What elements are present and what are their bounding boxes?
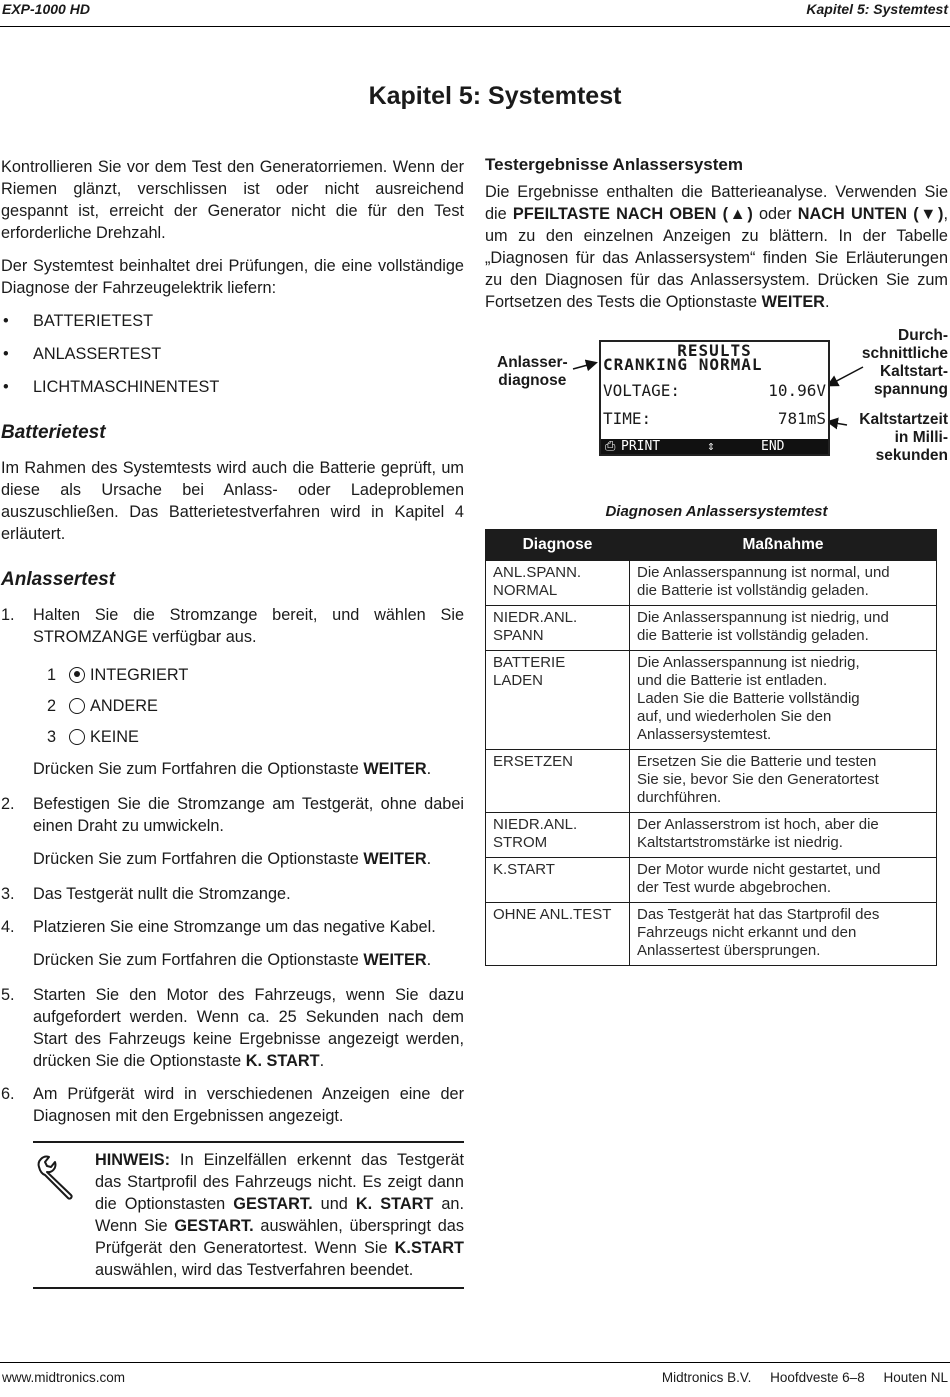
step-2 xyxy=(1,793,464,837)
diagnosis-cell: ERSETZEN xyxy=(486,750,630,813)
intro-paragraph-2: Der Systemtest beinhaltet drei Prüfungen, die eine vollständige Diagnose der Fahrzeugelektrik liefern: xyxy=(1,257,464,297)
weiter-key: WEITER xyxy=(363,951,427,969)
table-row xyxy=(486,606,937,651)
arrow-down-key: NACH UNTEN (▼) xyxy=(797,205,944,223)
arrow-up-key: PFEILTASTE NACH OBEN (▲) xyxy=(512,205,753,223)
page-footer xyxy=(0,1362,950,1385)
action-cell: Das Testgerät hat das Startprofil des Fahrzeugs nicht erkannt und den Anlassertest übersprungen. xyxy=(630,903,937,966)
battery-test-text: Im Rahmen des Systemtests wird auch die Batterie geprüft, um diese als Ursache bei Anlass- oder Ladeproblemen auszuschließen. Das Batterietestverfahren wird in Kapitel 4 erläutert. xyxy=(1,459,464,543)
step-number: 2. xyxy=(1,795,15,813)
list-item: • BATTERIETEST xyxy=(1,310,464,332)
option-andere[interactable] xyxy=(1,690,464,721)
lcd-voltage-label: VOLTAGE: xyxy=(603,381,681,400)
results-paragraph: Die Ergebnisse enthalten die Batterieanalyse. Verwenden Sie die PFEILTASTE NACH OBEN (▲) oder NACH UNTEN (▼), um zu den einzelnen Anzeigen zu blättern. In der Tabelle „Diagnosen für das Anlassersystem“ finden Sie Erläuterungen zu den Diagnosen für das Anlassersystem. Drücken Sie zum Fortsetzen des Tests die Optionstaste WEITER. xyxy=(485,183,948,311)
step-text: Halten Sie die Stromzange bereit, und wählen Sie STROMZANGE verfügbar aus. xyxy=(33,606,464,646)
option-number: 2 xyxy=(47,696,57,715)
right-column xyxy=(485,154,948,966)
step-number: 4. xyxy=(1,918,15,936)
table-header-diagnosis: Diagnose xyxy=(486,530,630,561)
table-row xyxy=(486,903,937,966)
radio-empty-icon xyxy=(69,729,85,745)
lcd-end-softkey[interactable]: END xyxy=(761,439,785,454)
footer-website: www.midtronics.com xyxy=(2,1370,126,1385)
step-3 xyxy=(1,883,464,905)
diagnosis-cell: K.START xyxy=(486,858,630,903)
table-caption: Diagnosen Anlassersystemtest xyxy=(605,503,828,520)
print-icon: ⎙ xyxy=(605,439,616,454)
table-row xyxy=(486,858,937,903)
option-number: 3 xyxy=(47,727,57,746)
weiter-key: WEITER xyxy=(363,760,427,778)
option-keine[interactable] xyxy=(1,721,464,752)
step-number: 5. xyxy=(1,986,15,1004)
step-text: Platzieren Sie eine Stromzange um das negative Kabel. xyxy=(33,918,436,936)
continue-instruction: Drücken Sie zum Fortfahren die Optionstaste WEITER. xyxy=(33,760,432,778)
table-header-action: Maßnahme xyxy=(630,530,937,561)
starter-test-heading: Anlassertest xyxy=(1,569,116,590)
table-row xyxy=(486,561,937,606)
list-item: • ANLASSERTEST xyxy=(1,343,464,365)
lcd-figure xyxy=(485,327,948,477)
note-label: HINWEIS: xyxy=(95,1151,171,1169)
radio-selected-icon xyxy=(69,667,85,683)
step-text: Befestigen Sie die Stromzange am Testgerät, ohne dabei einen Draht zu umwickeln. xyxy=(33,795,464,835)
lcd-print-softkey[interactable]: PRINT xyxy=(621,439,661,454)
lcd-voltage-value: 10.96V xyxy=(768,381,826,400)
intro-paragraph-1: Kontrollieren Sie vor dem Test den Generatorriemen. Wenn der Riemen glänzt, verschlissen ist oder nicht ausreichend gespannt ist, erreicht der Generator nicht die für den Test erforderliche Drehzahl. xyxy=(1,158,464,242)
action-cell: Der Motor wurde nicht gestartet, und der Test wurde abgebrochen. xyxy=(630,858,937,903)
action-cell: Die Anlasserspannung ist niedrig, und die Batterie ist entladen. Laden Sie die Batterie vollständig auf, und wiederholen Sie den Anlassersystemtest. xyxy=(630,651,937,750)
results-heading: Testergebnisse Anlassersystem xyxy=(485,155,743,174)
option-number: 1 xyxy=(47,665,57,684)
continue-instruction: Drücken Sie zum Fortfahren die Optionstaste WEITER. xyxy=(33,951,432,969)
lcd-cranking-normal: CRANKING NORMAL xyxy=(603,355,763,374)
step-text: Das Testgerät nullt die Stromzange. xyxy=(33,885,291,903)
step-number: 3. xyxy=(1,885,15,903)
table-row xyxy=(486,750,937,813)
diagnosis-cell: NIEDR.ANL. SPANN xyxy=(486,606,630,651)
step-4 xyxy=(1,916,464,938)
step-5 xyxy=(1,984,464,1072)
option-label: INTEGRIERT xyxy=(90,665,189,684)
step-text: Am Prüfgerät wird in verschiedenen Anzeigen eine der Diagnosen mit den Ergebnissen angezeigt. xyxy=(33,1085,464,1125)
step-text: Starten Sie den Motor des Fahrzeugs, wenn Sie dazu aufgefordert werden. Wenn ca. 25 Sekunden nach dem Start des Fahrzeugs keine Ergebnisse angezeigt werden, drücken Sie die Optionstaste K. START. xyxy=(33,986,464,1070)
page-header xyxy=(0,0,950,27)
lcd-screen xyxy=(599,340,830,456)
callout-starter-diagnosis: Anlasser- diagnose xyxy=(497,354,568,389)
left-column xyxy=(1,156,464,1289)
updown-arrows-icon: ⇕ xyxy=(707,439,715,454)
page-title: Kapitel 5: Systemtest xyxy=(368,82,622,110)
radio-empty-icon xyxy=(69,698,85,714)
test-list xyxy=(1,310,464,398)
battery-test-heading: Batterietest xyxy=(1,422,106,443)
diagnosis-cell: NIEDR.ANL. STROM xyxy=(486,813,630,858)
callout-crank-time: Kaltstartzeit in Milli- sekunden xyxy=(859,411,948,464)
diagnosis-cell: ANL.SPANN. NORMAL xyxy=(486,561,630,606)
lcd-results: RESULTS xyxy=(677,341,752,360)
note-text: HINWEIS: In Einzelfällen erkennt das Testgerät das Startprofil des Fahrzeugs nicht. Es zeigt dann die Optionstasten GESTART. und K. START an. Wenn Sie GESTART. auswählen, überspringt das Prüfgerät den Generatortest. Wenn Sie K.START auswählen, wird das Testverfahren beendet. xyxy=(95,1151,464,1279)
continue-instruction: Drücken Sie zum Fortfahren die Optionstaste WEITER. xyxy=(33,850,432,868)
weiter-key: WEITER xyxy=(761,293,825,311)
diagnosis-cell: BATTERIE LADEN xyxy=(486,651,630,750)
table-row xyxy=(486,651,937,750)
weiter-key: WEITER xyxy=(363,850,427,868)
step-number: 1. xyxy=(1,606,15,624)
diagnosis-cell: OHNE ANL.TEST xyxy=(486,903,630,966)
step-1 xyxy=(1,604,464,648)
option-label: ANDERE xyxy=(90,696,158,715)
action-cell: Ersetzen Sie die Batterie und testen Sie sie, bevor Sie den Generatortest durchführen. xyxy=(630,750,937,813)
footer-address: Midtronics B.V. Hoofdveste 6–8 Houten NL xyxy=(661,1370,948,1385)
header-product: EXP-1000 HD xyxy=(2,1,90,17)
option-integriert[interactable] xyxy=(1,659,464,690)
list-item: • LICHTMASCHINENTEST xyxy=(1,376,464,398)
lcd-time-value: 781mS xyxy=(777,409,826,428)
kstart-key: K. START xyxy=(245,1052,320,1070)
action-cell: Der Anlasserstrom ist hoch, aber die Kaltstartstromstärke ist niedrig. xyxy=(630,813,937,858)
note-box xyxy=(33,1141,464,1289)
callout-avg-voltage: Durch- schnittliche Kaltstart- spannung xyxy=(861,327,948,398)
wrench-icon xyxy=(33,1153,81,1201)
step-number: 6. xyxy=(1,1085,15,1103)
table-row xyxy=(486,813,937,858)
lcd-time-label: TIME: xyxy=(603,409,652,428)
action-cell: Die Anlasserspannung ist normal, und die Batterie ist vollständig geladen. xyxy=(630,561,937,606)
action-cell: Die Anlasserspannung ist niedrig, und die Batterie ist vollständig geladen. xyxy=(630,606,937,651)
lcd-softkey-bar xyxy=(601,439,828,454)
option-label: KEINE xyxy=(90,727,139,746)
diagnosis-table xyxy=(485,529,937,966)
header-chapter: Kapitel 5: Systemtest xyxy=(806,1,948,17)
step-6 xyxy=(1,1083,464,1127)
